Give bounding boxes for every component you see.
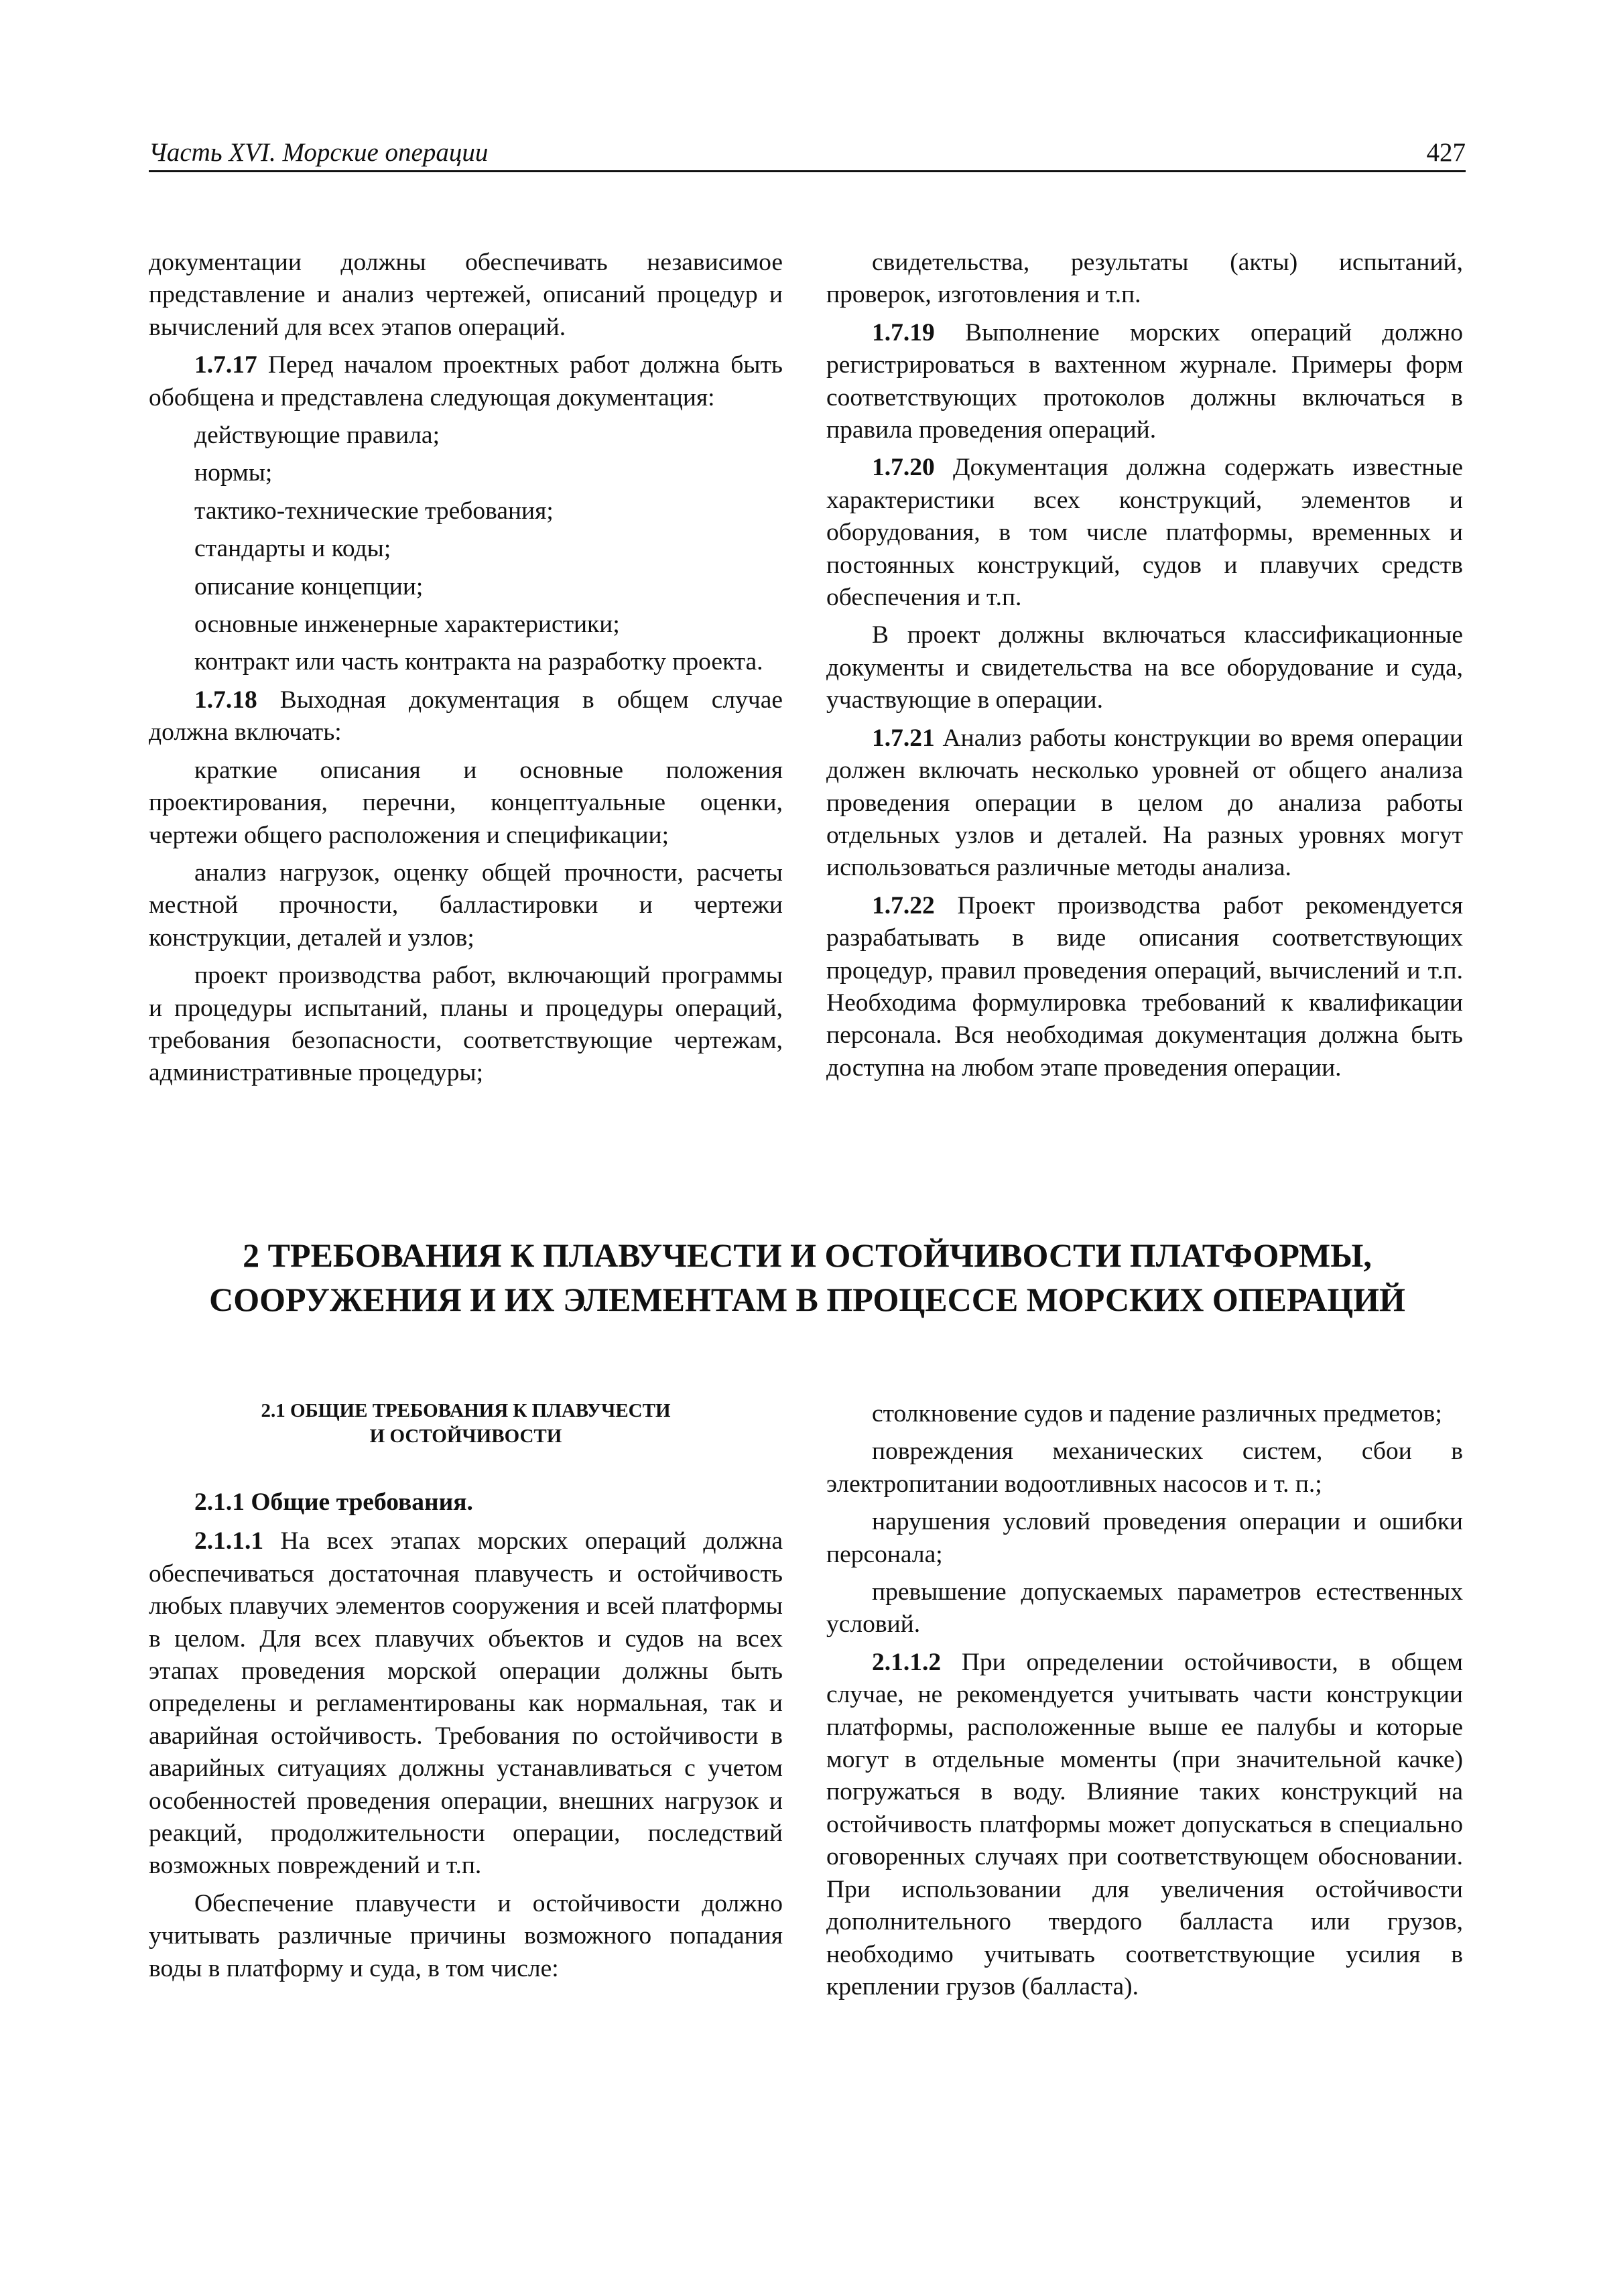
clause-number: 2.1.1.1 (194, 1527, 264, 1555)
paragraph-text: стандарты и коды; (194, 535, 391, 563)
paragraph-text: При определении остойчивости, в общем случае, не рекомендуется учитывать части конструкции платформы, расположенные выше ее палубы и которые могут в отдельные моменты (при значительной качке) погружаться в воду. Влияние таких конструкций на остойчивость платформы может допускаться в специально оговоренных случаях при соответствующем обосновании. При использовании для увеличения остойчивости дополнительного твердого балласта или грузов, необходимо учитывать соответствующие усилия в креплении грузов (балласта). (826, 1648, 1463, 2000)
paragraph (826, 1647, 1463, 2003)
paragraph-text: тактико-технические требования; (194, 497, 554, 525)
paragraph (149, 755, 783, 852)
paragraph (826, 1576, 1463, 1641)
top-right-column (826, 247, 1463, 1090)
paragraph-text: нормы; (194, 459, 273, 487)
paragraph-text: краткие описания и основные положения проектирования, перечни, концептуальные оценки, чертежи общего расположения и спецификации; (149, 756, 783, 849)
header-part-title: Часть XVI. Морские операции (149, 138, 489, 167)
paragraph (149, 609, 783, 641)
paragraph (149, 349, 783, 414)
paragraph-text: На всех этапах морских операций должна обеспечиваться достаточная плавучесть и остойчивость любых плавучих элементов сооружения и всей платформы в целом. Для всех плавучих объектов и судов на всех этапах проведения морской операции должны быть определены и регламентированы как нормальная, так и аварийная остойчивость. Требования по остойчивости в аварийных ситуациях должны устанавливаться с учетом особенностей проведения операции, внешних нагрузок и реакций, продолжительности операции, последствий возможных повреждений и т.п. (149, 1527, 783, 1880)
paragraph-text: Анализ работы конструкции во время операции должен включать несколько уровней от общего анализа проведения операции в целом до анализа работы отдельных узлов и деталей. На разных уровнях могут использоваться различные методы анализа. (826, 724, 1463, 882)
paragraph (826, 1506, 1463, 1571)
paragraph-text: проект производства работ, включающий программы и процедуры испытаний, планы и процедуры операций, требования безопасности, соответствующие чертежам, административные процедуры; (149, 962, 783, 1087)
paragraph-text: основные инженерные характеристики; (194, 611, 620, 639)
paragraph-text: Документация должна содержать известные характеристики всех конструкций, элементов и оборудования, в том числе платформы, временных и постоянных конструкций, судов и плавучих средств обеспечения и т.п. (826, 454, 1463, 612)
paragraph (149, 457, 783, 489)
paragraph-text: Выходная документация в общем случае должна включать: (149, 686, 783, 747)
top-left-column (149, 247, 783, 1095)
paragraph (149, 1888, 783, 1985)
paragraph-text: контракт или часть контракта на разработку проекта. (194, 648, 763, 676)
paragraph (149, 1525, 783, 1882)
paragraph (149, 533, 783, 565)
page-number: 427 (1426, 138, 1466, 167)
paragraph (149, 684, 783, 749)
subsection-heading (149, 1398, 783, 1449)
bottom-left-column (149, 1398, 783, 1990)
paragraph-text: столкновение судов и падение различных предметов; (872, 1400, 1442, 1427)
paragraph (826, 890, 1463, 1084)
paragraph-text: анализ нагрузок, оценку общей прочности, расчеты местной прочности, балластировки и чертежи конструкции, деталей и узлов; (149, 858, 783, 952)
paragraph (149, 495, 783, 527)
section-title-line-1: 2 ТРЕБОВАНИЯ К ПЛАВУЧЕСТИ И ОСТОЙЧИВОСТИ ПЛАТФОРМЫ, (243, 1236, 1372, 1274)
subsection-heading-line-1: 2.1 ОБЩИЕ ТРЕБОВАНИЯ К ПЛАВУЧЕСТИ (261, 1400, 671, 1421)
running-header (149, 129, 1466, 172)
paragraph-text: свидетельства, результаты (акты) испытаний, проверок, изготовления и т.п. (826, 249, 1463, 309)
bottom-left-paragraphs (149, 1525, 783, 1985)
clause-number: 1.7.22 (872, 891, 935, 919)
paragraph (149, 857, 783, 954)
subsection-heading-line-2: И ОСТОЙЧИВОСТИ (369, 1425, 562, 1447)
paragraph (826, 247, 1463, 312)
clause-number: 1.7.19 (872, 318, 935, 346)
paragraph-text: превышение допускаемых параметров естественных условий. (826, 1578, 1463, 1639)
paragraph (826, 1398, 1463, 1430)
paragraph (149, 247, 783, 344)
paragraph-text: повреждения механических систем, сбои в электропитании водоотливных насосов и т. п.; (826, 1438, 1463, 1498)
paragraph-text: действующие правила; (194, 422, 440, 450)
paragraph (149, 646, 783, 678)
paragraph-text: Перед началом проектных работ должна быть обобщена и представлена следующая документация: (149, 351, 783, 411)
clause-number: 1.7.20 (872, 454, 935, 482)
paragraph-text: Обеспечение плавучести и остойчивости должно учитывать различные причины возможного попадания воды в платформу и суда, в том числе: (149, 1889, 783, 1982)
paragraph (826, 1436, 1463, 1501)
paragraph-text: Выполнение морских операций должно регистрироваться в вахтенном журнале. Примеры форм соответствующих протоколов должны включаться в правила проведения операций. (826, 318, 1463, 444)
bottom-right-column (826, 1398, 1463, 2008)
paragraph-text: документации должны обеспечивать независимое представление и анализ чертежей, описаний процедур и вычислений для всех этапов операций. (149, 249, 783, 341)
paragraph (149, 420, 783, 452)
paragraph-text: нарушения условий проведения операции и ошибки персонала; (826, 1508, 1463, 1568)
paragraph (149, 960, 783, 1090)
clause-number: 1.7.21 (872, 724, 935, 752)
paragraph-text: Проект производства работ рекомендуется разрабатывать в виде описания соответствующих процедур, правил проведения операций, вычислений и т.п. Необходима формулировка требований к квалификации персонала. Вся необходимая документация должна быть доступна на любом этапе проведения операции. (826, 891, 1463, 1082)
clause-number: 2.1.1.2 (872, 1648, 942, 1676)
section-title-line-2: СООРУЖЕНИЯ И ИХ ЭЛЕМЕНТАМ В ПРОЦЕССЕ МОРСКИХ ОПЕРАЦИЙ (209, 1281, 1405, 1318)
paragraph-text: описание концепции; (194, 572, 424, 600)
subsubsection-heading: 2.1.1 Общие требования. (194, 1488, 473, 1516)
clause-number: 1.7.18 (194, 686, 257, 714)
section-title (149, 1233, 1466, 1322)
paragraph (826, 722, 1463, 885)
paragraph (149, 571, 783, 603)
clause-number: 1.7.17 (194, 351, 257, 379)
paragraph-text: В проект должны включаться классификационные документы и свидетельства на все оборудование и суда, участвующие в операции. (826, 621, 1463, 714)
paragraph (826, 317, 1463, 447)
paragraph (826, 619, 1463, 716)
paragraph (826, 452, 1463, 614)
